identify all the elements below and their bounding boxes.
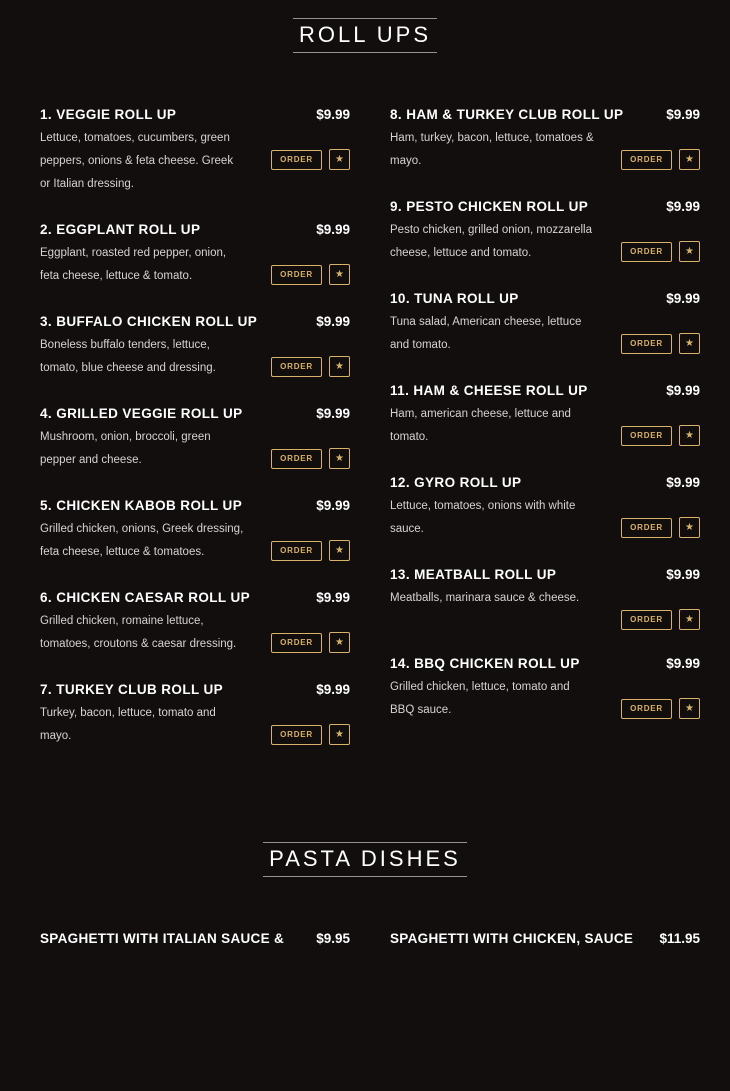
order-button[interactable]: ORDER — [621, 242, 672, 262]
menu-item-description: Lettuce, tomatoes, onions with white sauce. — [390, 500, 576, 535]
menu-item-price: $9.99 — [316, 107, 350, 122]
star-icon[interactable]: ★ — [329, 632, 350, 653]
menu-item-price: $9.99 — [316, 498, 350, 513]
star-icon[interactable]: ★ — [679, 149, 700, 170]
menu-item-name: 4. GRILLED VEGGIE ROLL UP — [40, 406, 243, 421]
menu-item — [40, 222, 350, 288]
menu-item-actions — [621, 517, 700, 538]
menu-item-body — [40, 610, 350, 656]
menu-item-header — [40, 498, 350, 513]
menu-item-header — [390, 107, 700, 122]
star-icon[interactable]: ★ — [679, 517, 700, 538]
menu-item-price: $9.99 — [316, 406, 350, 421]
menu-item-price: $9.99 — [316, 314, 350, 329]
menu-item-price: $9.95 — [316, 931, 350, 946]
order-button[interactable]: ORDER — [271, 541, 322, 561]
pasta-grid — [0, 887, 730, 946]
menu-item — [390, 107, 700, 173]
order-button[interactable]: ORDER — [621, 150, 672, 170]
menu-item-header — [390, 567, 700, 582]
menu-item-header — [390, 656, 700, 671]
menu-item-header — [40, 931, 350, 946]
menu-item-description: Ham, american cheese, lettuce and tomato. — [390, 408, 571, 443]
menu-item — [40, 498, 350, 564]
menu-item — [390, 291, 700, 357]
menu-item-actions — [271, 264, 350, 285]
menu-item — [40, 590, 350, 656]
star-icon[interactable]: ★ — [679, 609, 700, 630]
menu-item-description: Meatballs, marinara sauce & cheese. — [390, 592, 580, 604]
menu-item-body — [390, 403, 700, 449]
order-button[interactable]: ORDER — [271, 449, 322, 469]
menu-item-price: $9.99 — [316, 590, 350, 605]
star-icon[interactable]: ★ — [329, 724, 350, 745]
order-button[interactable]: ORDER — [271, 725, 322, 745]
star-icon[interactable]: ★ — [329, 264, 350, 285]
menu-item-body — [390, 127, 700, 173]
menu-item-name: SPAGHETTI WITH ITALIAN SAUCE & — [40, 931, 284, 946]
menu-item-description: Turkey, bacon, lettuce, tomato and mayo. — [40, 707, 216, 742]
menu-item-body — [40, 426, 350, 472]
menu-item-header — [390, 291, 700, 306]
menu-item-header — [40, 314, 350, 329]
menu-item-body — [40, 127, 350, 196]
section-title-pasta-dishes — [0, 824, 730, 887]
menu-item-header — [40, 590, 350, 605]
menu-item-price: $9.99 — [666, 383, 700, 398]
menu-item-header — [390, 383, 700, 398]
menu-item-body — [390, 676, 700, 722]
menu-item-name: 6. CHICKEN CAESAR ROLL UP — [40, 590, 251, 605]
menu-item-price: $9.99 — [666, 567, 700, 582]
menu-column-left — [40, 107, 350, 774]
menu-item-body — [390, 587, 700, 630]
menu-item-header — [40, 222, 350, 237]
menu-item-description: Mushroom, onion, broccoli, green pepper and cheese. — [40, 431, 211, 466]
menu-item-price: $9.99 — [666, 199, 700, 214]
menu-item-price: $9.99 — [666, 475, 700, 490]
star-icon[interactable]: ★ — [329, 356, 350, 377]
menu-item-price: $11.95 — [659, 931, 700, 946]
menu-item — [390, 199, 700, 265]
star-icon[interactable]: ★ — [679, 425, 700, 446]
star-icon[interactable]: ★ — [329, 149, 350, 170]
menu-item-price: $9.99 — [666, 291, 700, 306]
menu-item-name: 2. EGGPLANT ROLL UP — [40, 222, 201, 237]
menu-item-name: 12. GYRO ROLL UP — [390, 475, 522, 490]
menu-item — [390, 567, 700, 630]
menu-item-description: Grilled chicken, romaine lettuce, tomatoes, croutons & caesar dressing. — [40, 615, 237, 650]
section-title-roll-ups — [0, 0, 730, 63]
menu-item-actions — [621, 333, 700, 354]
menu-item-price: $9.99 — [666, 107, 700, 122]
menu-item-actions — [271, 724, 350, 745]
menu-item-actions — [621, 609, 700, 630]
menu-item-price: $9.99 — [666, 656, 700, 671]
menu-item-body — [390, 495, 700, 541]
star-icon[interactable]: ★ — [679, 333, 700, 354]
menu-item-description: Pesto chicken, grilled onion, mozzarella cheese, lettuce and tomato. — [390, 224, 592, 259]
order-button[interactable]: ORDER — [271, 265, 322, 285]
order-button[interactable]: ORDER — [271, 357, 322, 377]
menu-item-name: 9. PESTO CHICKEN ROLL UP — [390, 199, 589, 214]
menu-item — [40, 314, 350, 380]
order-button[interactable]: ORDER — [621, 518, 672, 538]
menu-item-header — [40, 682, 350, 697]
menu-item-name: 8. HAM & TURKEY CLUB ROLL UP — [390, 107, 624, 122]
pasta-column-right — [390, 931, 700, 946]
menu-item-name: 3. BUFFALO CHICKEN ROLL UP — [40, 314, 258, 329]
menu-item-header — [40, 107, 350, 122]
menu-item — [390, 383, 700, 449]
menu-item — [40, 406, 350, 472]
section-title-text: PASTA DISHES — [263, 842, 467, 877]
menu-item — [40, 107, 350, 196]
menu-item-body — [40, 702, 350, 748]
menu-item-description: Grilled chicken, lettuce, tomato and BBQ sauce. — [390, 681, 570, 716]
menu-item-actions — [271, 632, 350, 653]
menu-item-name: 10. TUNA ROLL UP — [390, 291, 519, 306]
menu-item-description: Lettuce, tomatoes, cucumbers, green peppers, onions & feta cheese. Greek or Italian dressing. — [40, 132, 234, 190]
order-button[interactable]: ORDER — [271, 633, 322, 653]
menu-grid — [0, 63, 730, 774]
star-icon[interactable]: ★ — [679, 698, 700, 719]
menu-item-actions — [621, 698, 700, 719]
menu-item-description: Ham, turkey, bacon, lettuce, tomatoes & mayo. — [390, 132, 594, 167]
menu-item-body — [390, 311, 700, 357]
star-icon[interactable]: ★ — [329, 448, 350, 469]
menu-item-actions — [621, 425, 700, 446]
star-icon[interactable]: ★ — [679, 241, 700, 262]
menu-item-name: 11. HAM & CHEESE ROLL UP — [390, 383, 588, 398]
menu-item-actions — [271, 540, 350, 561]
star-icon[interactable]: ★ — [329, 540, 350, 561]
menu-item-actions — [621, 149, 700, 170]
menu-item-name: 13. MEATBALL ROLL UP — [390, 567, 557, 582]
section-title-text: ROLL UPS — [293, 18, 437, 53]
menu-item-header — [390, 931, 700, 946]
menu-item-name: 14. BBQ CHICKEN ROLL UP — [390, 656, 580, 671]
menu-column-right — [390, 107, 700, 774]
menu-item-name: SPAGHETTI WITH CHICKEN, SAUCE — [390, 931, 634, 946]
menu-item-price: $9.99 — [316, 682, 350, 697]
menu-item-price: $9.99 — [316, 222, 350, 237]
menu-item-body — [40, 518, 350, 564]
menu-item-body — [40, 242, 350, 288]
menu-item — [40, 682, 350, 748]
menu-item-header — [390, 475, 700, 490]
menu-item-actions — [271, 356, 350, 377]
menu-item-actions — [271, 448, 350, 469]
menu-item-body — [40, 334, 350, 380]
menu-item-body — [390, 219, 700, 265]
order-button[interactable]: ORDER — [271, 150, 322, 170]
order-button[interactable]: ORDER — [621, 426, 672, 446]
menu-item-description: Tuna salad, American cheese, lettuce and tomato. — [390, 316, 582, 351]
menu-item-description: Boneless buffalo tenders, lettuce, tomato, blue cheese and dressing. — [40, 339, 216, 374]
menu-item-name: 1. VEGGIE ROLL UP — [40, 107, 177, 122]
order-button[interactable]: ORDER — [621, 699, 672, 719]
menu-item-name: 5. CHICKEN KABOB ROLL UP — [40, 498, 243, 513]
menu-item-header — [40, 406, 350, 421]
menu-item — [390, 475, 700, 541]
menu-item-name: 7. TURKEY CLUB ROLL UP — [40, 682, 224, 697]
menu-item-description: Eggplant, roasted red pepper, onion, feta cheese, lettuce & tomato. — [40, 247, 227, 282]
menu-item-actions — [621, 241, 700, 262]
order-button[interactable]: ORDER — [621, 334, 672, 354]
menu-item-header — [390, 199, 700, 214]
order-button[interactable]: ORDER — [621, 610, 672, 630]
menu-item-actions — [271, 149, 350, 170]
pasta-column-left — [40, 931, 350, 946]
menu-item — [390, 656, 700, 722]
menu-item-description: Grilled chicken, onions, Greek dressing, feta cheese, lettuce & tomatoes. — [40, 523, 244, 558]
